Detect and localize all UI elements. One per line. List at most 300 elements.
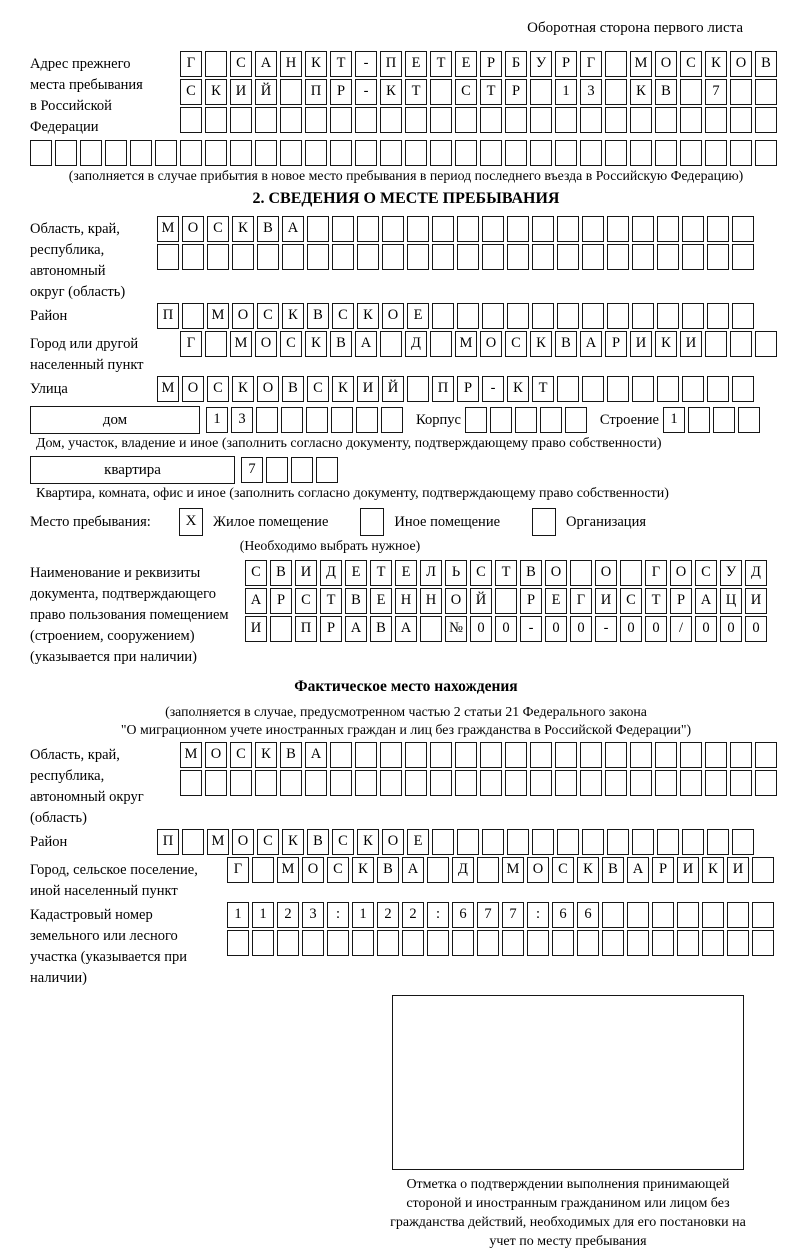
char-cell[interactable]: К [232,376,254,402]
char-cell[interactable]: И [727,857,749,883]
char-cell[interactable]: 0 [620,616,642,642]
char-cell[interactable]: С [307,376,329,402]
char-cell[interactable]: А [345,616,367,642]
char-cell[interactable]: Л [420,560,442,586]
char-cell[interactable]: А [395,616,417,642]
char-cell[interactable]: М [207,829,229,855]
char-cell[interactable]: : [527,902,549,928]
char-cell[interactable]: П [380,51,402,77]
char-cell[interactable] [377,930,399,956]
char-cell[interactable] [707,216,729,242]
char-cell[interactable]: Д [452,857,474,883]
char-cell[interactable] [752,857,774,883]
char-cell[interactable] [455,742,477,768]
char-cell[interactable] [230,140,252,166]
char-cell[interactable]: С [505,331,527,357]
char-cell[interactable] [281,407,303,433]
char-cell[interactable] [655,770,677,796]
char-cell[interactable] [205,770,227,796]
char-cell[interactable]: Г [180,331,202,357]
char-cell[interactable]: М [277,857,299,883]
char-cell[interactable] [307,216,329,242]
char-cell[interactable] [330,770,352,796]
char-cell[interactable]: - [482,376,504,402]
char-cell[interactable]: В [280,742,302,768]
char-cell[interactable]: А [695,588,717,614]
char-cell[interactable] [507,216,529,242]
char-cell[interactable]: К [507,376,529,402]
checkbox-inoe[interactable] [360,508,384,536]
char-cell[interactable] [755,79,777,105]
char-cell[interactable]: А [580,331,602,357]
char-cell[interactable] [582,216,604,242]
char-cell[interactable] [155,140,177,166]
char-cell[interactable]: 0 [720,616,742,642]
char-cell[interactable]: Е [370,588,392,614]
char-cell[interactable] [230,107,252,133]
char-cell[interactable]: С [470,560,492,586]
char-cell[interactable] [705,107,727,133]
char-cell[interactable] [332,216,354,242]
char-cell[interactable] [455,107,477,133]
char-cell[interactable]: Г [580,51,602,77]
char-cell[interactable] [502,930,524,956]
char-cell[interactable]: 0 [470,616,492,642]
char-cell[interactable] [482,216,504,242]
char-cell[interactable] [652,930,674,956]
char-cell[interactable] [432,829,454,855]
char-cell[interactable]: О [232,829,254,855]
char-cell[interactable]: М [230,331,252,357]
char-cell[interactable]: Р [555,51,577,77]
char-cell[interactable]: И [595,588,617,614]
char-cell[interactable] [727,930,749,956]
char-cell[interactable] [557,376,579,402]
char-cell[interactable] [405,742,427,768]
char-cell[interactable]: М [207,303,229,329]
char-cell[interactable] [630,107,652,133]
char-cell[interactable] [381,407,403,433]
char-cell[interactable] [630,742,652,768]
char-cell[interactable] [355,770,377,796]
char-cell[interactable] [382,244,404,270]
char-cell[interactable]: С [280,331,302,357]
char-cell[interactable]: К [255,742,277,768]
char-cell[interactable]: К [205,79,227,105]
char-cell[interactable]: А [282,216,304,242]
char-cell[interactable]: К [232,216,254,242]
char-cell[interactable] [607,244,629,270]
char-cell[interactable]: 0 [645,616,667,642]
char-cell[interactable] [280,770,302,796]
char-cell[interactable] [707,244,729,270]
char-cell[interactable] [607,216,629,242]
char-cell[interactable]: Д [320,560,342,586]
char-cell[interactable] [605,140,627,166]
char-cell[interactable] [755,742,777,768]
char-cell[interactable]: Г [180,51,202,77]
char-cell[interactable]: О [655,51,677,77]
char-cell[interactable]: В [257,216,279,242]
char-cell[interactable] [732,376,754,402]
char-cell[interactable]: С [620,588,642,614]
char-cell[interactable] [55,140,77,166]
char-cell[interactable] [632,376,654,402]
char-cell[interactable]: С [207,216,229,242]
char-cell[interactable] [327,930,349,956]
char-cell[interactable] [507,244,529,270]
char-cell[interactable]: Ь [445,560,467,586]
char-cell[interactable] [602,902,624,928]
char-cell[interactable]: 7 [705,79,727,105]
char-cell[interactable]: Т [645,588,667,614]
char-cell[interactable]: Е [407,303,429,329]
char-cell[interactable] [530,107,552,133]
char-cell[interactable] [382,216,404,242]
char-cell[interactable]: И [230,79,252,105]
char-cell[interactable] [627,930,649,956]
char-cell[interactable] [182,829,204,855]
char-cell[interactable]: О [527,857,549,883]
char-cell[interactable] [607,303,629,329]
char-cell[interactable] [130,140,152,166]
char-cell[interactable]: С [680,51,702,77]
char-cell[interactable]: М [157,216,179,242]
char-cell[interactable] [755,331,777,357]
char-cell[interactable] [557,303,579,329]
char-cell[interactable] [380,331,402,357]
char-cell[interactable]: К [305,51,327,77]
char-cell[interactable]: Р [270,588,292,614]
char-cell[interactable] [705,742,727,768]
char-cell[interactable] [738,407,760,433]
char-cell[interactable] [305,770,327,796]
char-cell[interactable]: О [670,560,692,586]
char-cell[interactable] [605,79,627,105]
char-cell[interactable] [730,770,752,796]
char-cell[interactable] [255,770,277,796]
char-cell[interactable]: - [520,616,542,642]
char-cell[interactable] [480,140,502,166]
char-cell[interactable] [755,770,777,796]
char-cell[interactable]: Р [652,857,674,883]
char-cell[interactable]: У [720,560,742,586]
char-cell[interactable]: С [332,303,354,329]
char-cell[interactable]: К [282,303,304,329]
char-cell[interactable]: Т [532,376,554,402]
char-cell[interactable] [407,376,429,402]
char-cell[interactable]: Е [545,588,567,614]
char-cell[interactable]: О [730,51,752,77]
char-cell[interactable] [507,303,529,329]
char-cell[interactable]: К [352,857,374,883]
char-cell[interactable] [480,742,502,768]
char-cell[interactable]: - [355,79,377,105]
char-cell[interactable] [380,107,402,133]
char-cell[interactable]: В [602,857,624,883]
char-cell[interactable] [432,216,454,242]
char-cell[interactable]: Т [430,51,452,77]
char-cell[interactable]: В [377,857,399,883]
char-cell[interactable] [582,376,604,402]
char-cell[interactable] [380,140,402,166]
char-cell[interactable] [677,902,699,928]
char-cell[interactable] [582,829,604,855]
char-cell[interactable]: 3 [231,407,253,433]
char-cell[interactable]: В [345,588,367,614]
char-cell[interactable] [455,140,477,166]
char-cell[interactable] [266,457,288,483]
char-cell[interactable] [507,829,529,855]
char-cell[interactable] [227,930,249,956]
char-cell[interactable] [702,930,724,956]
char-cell[interactable] [380,770,402,796]
char-cell[interactable] [105,140,127,166]
char-cell[interactable] [755,140,777,166]
char-cell[interactable] [630,140,652,166]
char-cell[interactable]: В [755,51,777,77]
char-cell[interactable] [732,303,754,329]
char-cell[interactable] [305,140,327,166]
char-cell[interactable] [182,244,204,270]
char-cell[interactable] [605,51,627,77]
char-cell[interactable] [277,930,299,956]
char-cell[interactable]: И [745,588,767,614]
char-cell[interactable] [515,407,537,433]
char-cell[interactable]: К [530,331,552,357]
char-cell[interactable]: О [302,857,324,883]
char-cell[interactable]: К [577,857,599,883]
char-cell[interactable] [330,107,352,133]
char-cell[interactable] [530,79,552,105]
char-cell[interactable]: К [380,79,402,105]
char-cell[interactable]: С [695,560,717,586]
char-cell[interactable]: С [180,79,202,105]
char-cell[interactable]: К [332,376,354,402]
char-cell[interactable] [477,857,499,883]
char-cell[interactable] [732,216,754,242]
char-cell[interactable] [605,770,627,796]
char-cell[interactable]: Т [320,588,342,614]
char-cell[interactable]: М [157,376,179,402]
char-cell[interactable] [752,930,774,956]
char-cell[interactable]: С [257,303,279,329]
char-cell[interactable]: Т [370,560,392,586]
char-cell[interactable]: Н [395,588,417,614]
char-cell[interactable] [452,930,474,956]
char-cell[interactable]: К [655,331,677,357]
char-cell[interactable] [405,140,427,166]
char-cell[interactable] [302,930,324,956]
char-cell[interactable]: Р [505,79,527,105]
char-cell[interactable] [730,79,752,105]
char-cell[interactable]: К [305,331,327,357]
char-cell[interactable] [627,902,649,928]
char-cell[interactable] [505,742,527,768]
char-cell[interactable] [632,303,654,329]
char-cell[interactable]: 0 [495,616,517,642]
char-cell[interactable] [557,244,579,270]
char-cell[interactable] [505,140,527,166]
char-cell[interactable] [355,742,377,768]
char-cell[interactable]: Р [605,331,627,357]
char-cell[interactable]: В [270,560,292,586]
char-cell[interactable]: О [232,303,254,329]
char-cell[interactable]: Ц [720,588,742,614]
char-cell[interactable]: 0 [745,616,767,642]
char-cell[interactable] [655,742,677,768]
char-cell[interactable] [405,107,427,133]
char-cell[interactable] [282,244,304,270]
char-cell[interactable] [430,140,452,166]
char-cell[interactable]: К [357,303,379,329]
char-cell[interactable]: Д [405,331,427,357]
char-cell[interactable] [482,244,504,270]
char-cell[interactable]: Р [480,51,502,77]
char-cell[interactable] [357,244,379,270]
char-cell[interactable] [230,770,252,796]
char-cell[interactable] [680,107,702,133]
char-cell[interactable] [705,331,727,357]
char-cell[interactable]: А [305,742,327,768]
char-cell[interactable] [580,742,602,768]
char-cell[interactable] [532,303,554,329]
char-cell[interactable] [207,244,229,270]
char-cell[interactable] [532,216,554,242]
char-cell[interactable] [430,331,452,357]
char-cell[interactable] [180,770,202,796]
char-cell[interactable] [607,376,629,402]
char-cell[interactable] [677,930,699,956]
char-cell[interactable]: А [402,857,424,883]
char-cell[interactable] [730,742,752,768]
char-cell[interactable] [582,303,604,329]
char-cell[interactable] [205,51,227,77]
char-cell[interactable]: С [230,51,252,77]
char-cell[interactable] [157,244,179,270]
char-cell[interactable]: О [445,588,467,614]
char-cell[interactable]: Г [570,588,592,614]
char-cell[interactable]: 0 [695,616,717,642]
char-cell[interactable] [707,376,729,402]
char-cell[interactable] [255,140,277,166]
char-cell[interactable]: 0 [570,616,592,642]
char-cell[interactable] [430,107,452,133]
char-cell[interactable] [630,770,652,796]
char-cell[interactable] [480,770,502,796]
char-cell[interactable]: Е [345,560,367,586]
char-cell[interactable] [182,303,204,329]
char-cell[interactable] [657,216,679,242]
char-cell[interactable] [331,407,353,433]
char-cell[interactable]: № [445,616,467,642]
char-cell[interactable]: К [630,79,652,105]
char-cell[interactable] [620,560,642,586]
char-cell[interactable] [455,770,477,796]
char-cell[interactable] [702,902,724,928]
char-cell[interactable]: Г [227,857,249,883]
char-cell[interactable] [732,829,754,855]
char-cell[interactable] [465,407,487,433]
char-cell[interactable]: М [502,857,524,883]
char-cell[interactable]: О [595,560,617,586]
char-cell[interactable] [682,376,704,402]
char-cell[interactable]: 7 [241,457,263,483]
char-cell[interactable] [280,140,302,166]
char-cell[interactable]: 6 [552,902,574,928]
char-cell[interactable] [482,303,504,329]
char-cell[interactable]: С [257,829,279,855]
char-cell[interactable]: Н [280,51,302,77]
char-cell[interactable] [657,303,679,329]
char-cell[interactable]: Р [670,588,692,614]
char-cell[interactable]: С [455,79,477,105]
char-cell[interactable] [355,107,377,133]
char-cell[interactable] [682,216,704,242]
char-cell[interactable] [682,303,704,329]
char-cell[interactable] [306,407,328,433]
char-cell[interactable]: Р [457,376,479,402]
char-cell[interactable] [705,770,727,796]
char-cell[interactable]: / [670,616,692,642]
char-cell[interactable] [505,770,527,796]
char-cell[interactable]: : [327,902,349,928]
char-cell[interactable] [205,331,227,357]
char-cell[interactable] [682,829,704,855]
char-cell[interactable]: Й [255,79,277,105]
char-cell[interactable]: О [182,216,204,242]
char-cell[interactable] [557,829,579,855]
char-cell[interactable] [180,140,202,166]
char-cell[interactable] [755,107,777,133]
char-cell[interactable] [688,407,710,433]
char-cell[interactable] [532,829,554,855]
char-cell[interactable]: Г [645,560,667,586]
char-cell[interactable]: 3 [302,902,324,928]
char-cell[interactable] [657,829,679,855]
char-cell[interactable]: В [330,331,352,357]
char-cell[interactable]: С [332,829,354,855]
char-cell[interactable]: Е [395,560,417,586]
char-cell[interactable]: В [655,79,677,105]
char-cell[interactable] [405,770,427,796]
char-cell[interactable]: 3 [580,79,602,105]
char-cell[interactable] [680,742,702,768]
char-cell[interactable]: Т [330,51,352,77]
char-cell[interactable] [477,930,499,956]
char-cell[interactable]: М [630,51,652,77]
char-cell[interactable]: Р [330,79,352,105]
char-cell[interactable]: С [295,588,317,614]
char-cell[interactable] [280,79,302,105]
char-cell[interactable]: О [545,560,567,586]
char-cell[interactable] [291,457,313,483]
char-cell[interactable]: О [382,303,404,329]
char-cell[interactable]: 1 [227,902,249,928]
char-cell[interactable]: А [245,588,267,614]
checkbox-zhiloe[interactable]: X [179,508,203,536]
char-cell[interactable] [705,140,727,166]
char-cell[interactable]: К [702,857,724,883]
char-cell[interactable]: 0 [545,616,567,642]
char-cell[interactable] [430,770,452,796]
char-cell[interactable] [432,303,454,329]
char-cell[interactable] [257,244,279,270]
char-cell[interactable]: В [370,616,392,642]
char-cell[interactable] [457,303,479,329]
char-cell[interactable]: И [295,560,317,586]
char-cell[interactable] [407,244,429,270]
